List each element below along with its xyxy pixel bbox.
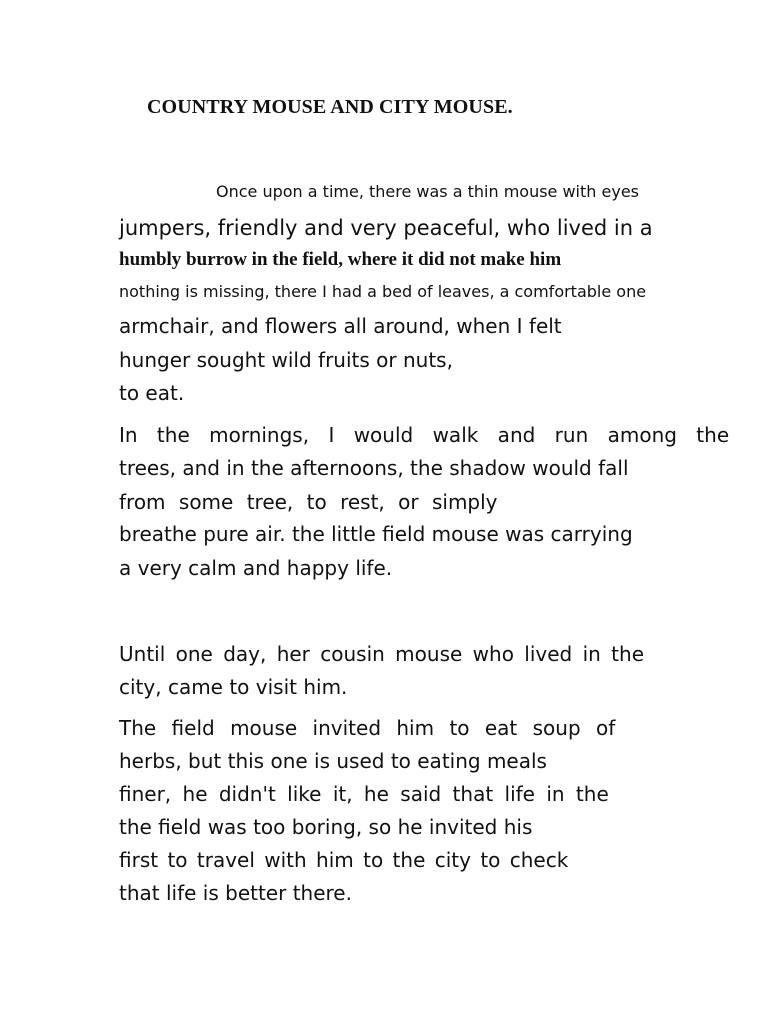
paragraph-4-line-5: first to travel with him to the city to check bbox=[119, 848, 569, 872]
paragraph-4-line-1: The field mouse invited him to eat soup of bbox=[119, 716, 616, 740]
paragraph-1-line-5: armchair, and flowers all around, when I felt bbox=[119, 314, 562, 338]
paragraph-2-line-3: from some tree, to rest, or simply bbox=[119, 490, 498, 514]
paragraph-4-line-3: finer, he didn't like it, he said that life in the bbox=[119, 782, 609, 806]
paragraph-4-line-6: that life is better there. bbox=[119, 881, 352, 905]
paragraph-3-line-1: Until one day, her cousin mouse who lived in the bbox=[119, 642, 645, 666]
paragraph-1-line-4: nothing is missing, there I had a bed of leaves, a comfortable one bbox=[119, 282, 647, 301]
paragraph-1-line-6: hunger sought wild fruits or nuts, bbox=[119, 348, 453, 372]
paragraph-1-line-2: jumpers, friendly and very peaceful, who lived in a bbox=[119, 216, 653, 240]
page-title: COUNTRY MOUSE AND CITY MOUSE. bbox=[147, 96, 513, 118]
paragraph-2-line-1: In the mornings, I would walk and run among the bbox=[119, 423, 730, 447]
paragraph-1-line-1: Once upon a time, there was a thin mouse with eyes bbox=[216, 182, 639, 201]
paragraph-4-line-4: the field was too boring, so he invited his bbox=[119, 815, 533, 839]
paragraph-3-line-2: city, came to visit him. bbox=[119, 675, 348, 699]
paragraph-2-line-5: a very calm and happy life. bbox=[119, 556, 393, 580]
paragraph-2-line-4: breathe pure air. the little field mouse was carrying bbox=[119, 522, 633, 546]
paragraph-1-line-3: humbly burrow in the field, where it did not make him bbox=[119, 249, 562, 270]
paragraph-1-line-7: to eat. bbox=[119, 381, 185, 405]
paragraph-2-line-2: trees, and in the afternoons, the shadow would fall bbox=[119, 456, 629, 480]
paragraph-4-line-2: herbs, but this one is used to eating meals bbox=[119, 749, 547, 773]
